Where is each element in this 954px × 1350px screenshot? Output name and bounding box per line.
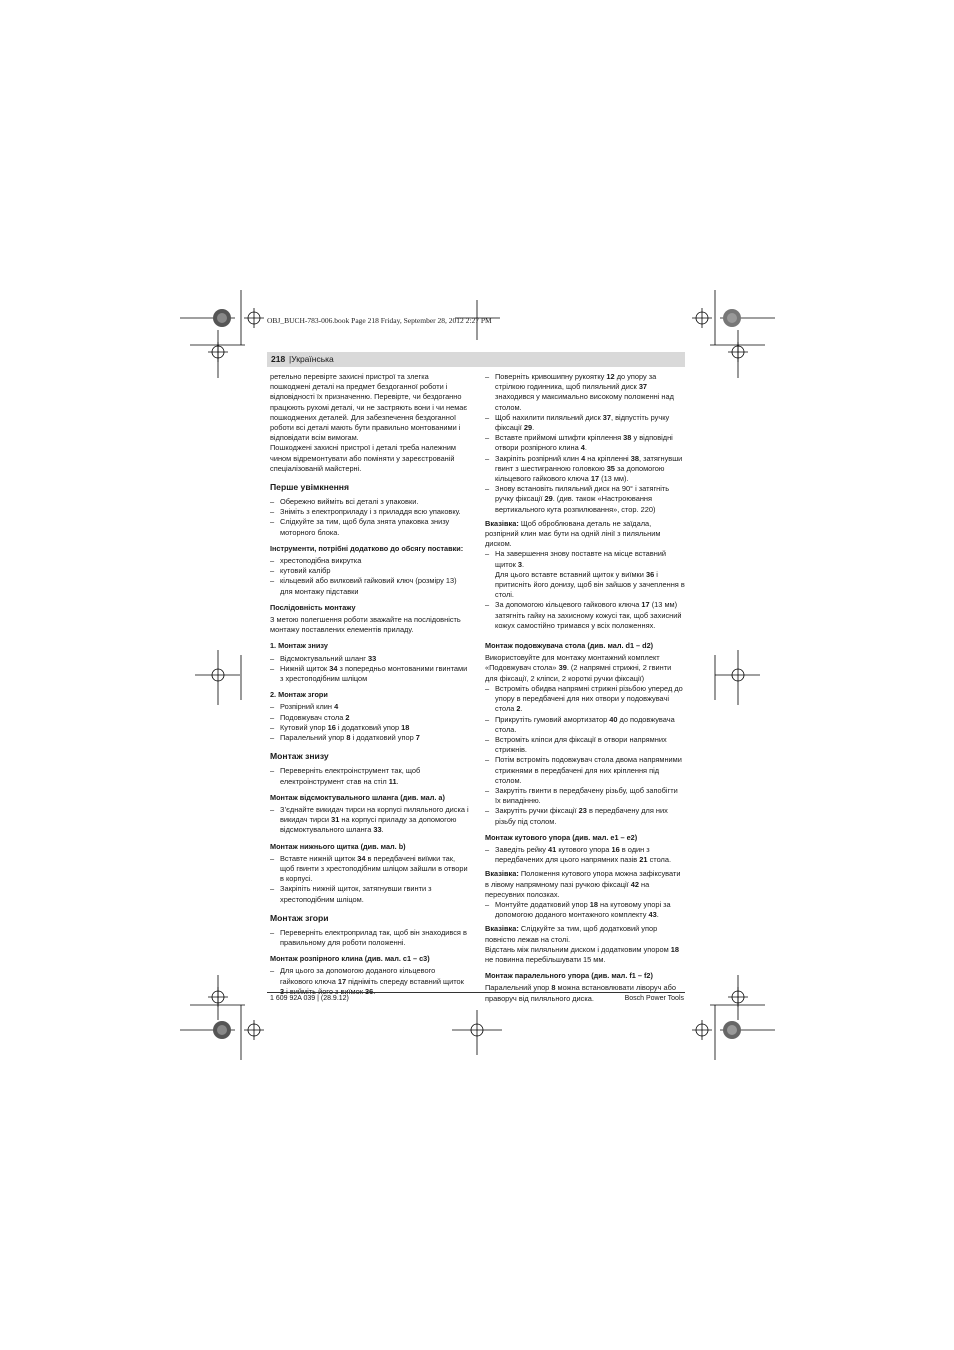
note-angle: Вказівка: Положення кутового упора можна зафіксувати в лівому напрямному пазі ручкою фіксації 42 на пересувних полозках. — [485, 869, 681, 899]
list-item: – З’єднайте викидач тирси на корпусі пиляльного диска і викидач тирси 31 на корпусі приладу за допомогою відсмоктувального шланга 33. — [270, 805, 470, 836]
right-column — [485, 372, 685, 1004]
list-item: – Щоб нахилити пиляльний диск 37, відпустіть ручку фіксації 29. — [485, 413, 685, 433]
print-slug: OBJ_BUCH-783-006.book Page 218 Friday, September 28, 2012 2:27 PM — [267, 316, 492, 325]
list-item: – кутовий калібр — [270, 566, 470, 576]
list-item: – Поверніть кривошипну рукоятку 12 до упору за стрілкою годинника, щоб пиляльний диск 37 знаходився у максимально високому положенні над столом. — [485, 372, 685, 413]
step1-list — [270, 654, 470, 685]
list-item: – Потім встроміть подовжувач стола двома напрямними стрижнями в передбачені для них кріплення під столом. — [485, 755, 685, 786]
heading-table-extension: Монтаж подовжувача стола (див. мал. d1 – d2) — [485, 641, 654, 651]
page-header — [267, 352, 685, 367]
left-column — [270, 372, 470, 997]
note-aux-stop: Вказівка: Слідкуйте за тим, щоб додатковий упор повністю лежав на столі. — [485, 924, 658, 944]
wedge-list-right — [485, 372, 685, 515]
intro-paragraph: ретельно перевірте захисні пристрої та злегка пошкоджені деталі на предмет бездоганної роботи і відповідності їх призначенню. Перевірте, чи бездоганно працюють рухомі деталі, чи не застряють вони і чи немає пошкоджених деталей. Для забезпечення бездоганної роботи всі деталі мають бути правильно монтованими і відповідати всім вимогам. — [270, 372, 468, 443]
list-item: – Слідкуйте за тим, щоб була знята упаковка знизу моторного блока. — [270, 517, 470, 537]
list-item: – Вставте нижній щиток 34 в передбачені виїмки так, щоб гвинти з хрестоподібним шліцом зайшли в отвори в корпусі. — [270, 854, 470, 885]
intro-paragraph-2: Пошкоджені захисні пристрої і деталі треба належним чином відремонтувати або поміняти у зареєстрованій спеціалізованій майстерні. — [270, 443, 457, 473]
list-item: – Кутовий упор 16 і додатковий упор 18 — [270, 723, 470, 733]
parallel-text: Паралельний упор 8 можна встановлювати ліворуч або праворуч від пиляльного диска. — [485, 983, 676, 1003]
tools-list — [270, 556, 470, 597]
lower-guard-list — [270, 854, 470, 905]
list-item: – Зніміть з електроприладу і з приладдя всю упаковку. — [270, 507, 470, 517]
list-item: – Відсмоктувальний шланг 33 — [270, 654, 470, 664]
angle-list — [485, 845, 685, 865]
heading-top-assembly: Монтаж згори — [270, 912, 329, 923]
list-item: – Вставте приймомі штифти кріплення 38 у відповідні отвори розпірного клина 4. — [485, 433, 685, 453]
heading-wedge: Монтаж розпірного клина (див. мал. c1 – c3) — [270, 954, 430, 964]
ext-list — [485, 684, 685, 827]
list-item: – Монтуйте додатковий упор 18 на кутовому упорі за допомогою доданого монтажного комплекту 43. — [485, 900, 685, 920]
list-item: – Розпірний клин 4 — [270, 702, 470, 712]
step2-list — [270, 702, 470, 743]
first-use-list — [270, 497, 470, 538]
header-language: |Українська — [289, 354, 334, 364]
list-item: – Паралельний упор 8 і додатковий упор 7 — [270, 733, 470, 743]
list-item: – Встроміть обидва напрямні стрижні різьбою уперед до упору в передбачені для них отвори у подовжувачі стола 2. — [485, 684, 685, 715]
list-item: – хрестоподібна викрутка — [270, 556, 470, 566]
list-item: – Знову встановіть пиляльний диск на 90° і затягніть ручку фіксації 29. (див. також «Настроювання вертикального кута розпилювання», стор. 220) — [485, 484, 685, 515]
aux-stop-distance: Відстань між пиляльним диском і додатковим упором 18 не повинна перебільшувати 15 мм. — [485, 944, 679, 964]
hose-list — [270, 805, 470, 836]
list-item: – Подовжувач стола 2 — [270, 713, 470, 723]
sequence-text: З метою полегшення роботи зважайте на послідовність монтажу поставлених елементів приладу. — [270, 615, 461, 635]
heading-bottom-assembly: Монтаж знизу — [270, 751, 329, 762]
list-item: – Закріпіть розпірний клин 4 на кріпленні 38, затягнувши гвинт з шестигранною головкою 35 за допомогою кільцевого гайкового ключа 17 (13 мм). — [485, 454, 685, 485]
heading-hose: Монтаж відсмоктувального шланга (див. мал. а) — [270, 792, 445, 802]
heading-sequence: Послідовність монтажу — [270, 602, 356, 612]
page-number: 218 — [271, 354, 286, 364]
angle-list2 — [485, 900, 685, 920]
list-item: – На завершення знову поставте на місце вставний щиток 3. — [485, 549, 685, 569]
ext-text: Використовуйте для монтажу монтажний комплект «Подовжувач стола» 39. (2 напрямні стрижні, 2 гвинти для фіксації, 2 кліпси, 2 короткі ручки фіксації) — [485, 653, 672, 683]
inserted-text: Для цього вставте вставний щиток у виїмки 36 і притисніть його донизу, щоб він зайшов у зачеплення в столі. — [495, 569, 685, 600]
list-item: – Переверніть електроінструмент так, щоб електроінструмент став на стіл 11. — [270, 766, 470, 786]
heading-angle-stop: Монтаж кутового упора (див. мал. e1 – e2) — [485, 832, 638, 842]
heading-step1: 1. Монтаж знизу — [270, 641, 328, 651]
footer-rule — [267, 992, 685, 993]
heading-tools: Інструменти, потрібні додатково до обсягу поставки: — [270, 543, 464, 553]
heading-lower-guard: Монтаж нижнього щитка (див. мал. b) — [270, 841, 406, 851]
heading-step2: 2. Монтаж згори — [270, 690, 328, 700]
footer-brand: Bosch Power Tools — [624, 995, 684, 1002]
list-item: – Обережно вийміть всі деталі з упаковки. — [270, 497, 470, 507]
list-item: – Нижній щиток 34 з попередньо монтованими гвинтами з хрестоподібним шліцом — [270, 664, 470, 684]
top-list — [270, 928, 470, 948]
list-item: – Прикрутіть гумовий амортизатор 40 до подовжувача стола. — [485, 715, 685, 735]
list-item: – Закрутіть ручки фіксації 23 в передбачену для них різьбу під столом. — [485, 806, 685, 826]
list-item: – Встроміть кліпси для фіксації в отвори напрямних стрижнів. — [485, 735, 685, 755]
list-item: – За допомогою кільцевого гайкового ключа 17 (13 мм) затягніть гайку на захисному кожусі так, щоб захисний кожух самостійно тримався у всіх положеннях. — [485, 600, 685, 631]
list-item: – Переверніть електроприлад так, щоб він знаходився в правильному для роботи положенні. — [270, 928, 470, 948]
list-item: – Закріпіть нижній щиток, затягнувши гвинти з хрестоподібним шліцом. — [270, 884, 470, 904]
list-item: – Закрутіть гвинти в передбачену різьбу, щоб запобігти їх випадінню. — [485, 786, 685, 806]
heading-parallel-stop: Монтаж паралельного упора (див. мал. f1 – f2) — [485, 971, 653, 981]
bottom-list — [270, 766, 470, 786]
list-item: – Заведіть рейку 41 кутового упора 16 в один з передбачених для цього напрямних пазів 21 стола. — [485, 845, 685, 865]
list-item: – кільцевий або вилковий гайковий ключ (розміру 13) для монтажу підставки — [270, 576, 470, 596]
after-note1-list — [485, 549, 685, 631]
list-item: – Для цього за допомогою доданого кільцевого гайкового ключа 17 підніміть спереду вставний щиток 3 і вийміть його з виїмок 36. — [270, 966, 470, 997]
heading-first-use: Перше увімкнення — [270, 482, 350, 493]
footer-code: 1 609 92A 039 | (28.9.12) — [270, 995, 349, 1002]
note-wedge: Вказівка: Щоб оброблювана деталь не заїдала, розпірний клин має бути на одній лінії з пиляльним диском. — [485, 518, 661, 549]
